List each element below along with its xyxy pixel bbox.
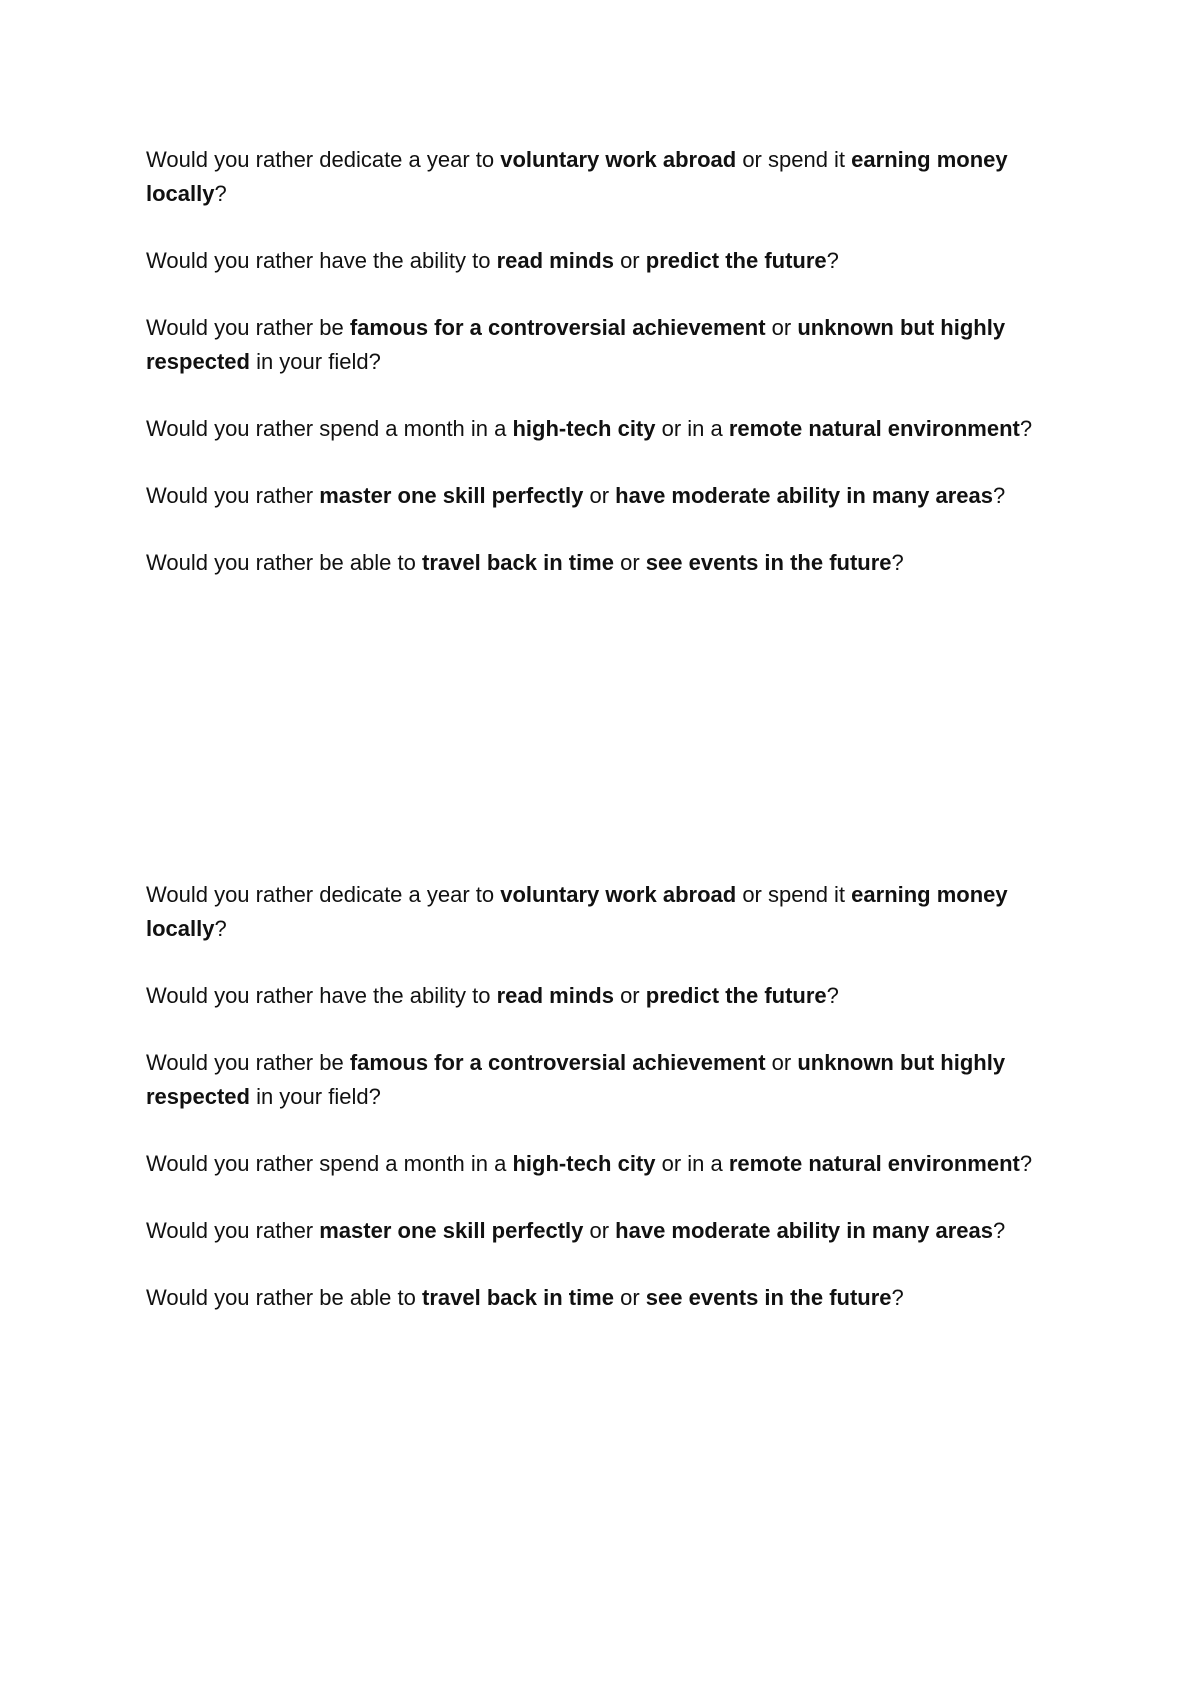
question-1 — [146, 143, 1046, 211]
question-text: ? — [993, 1218, 1006, 1243]
question-text: Would you rather spend a month in a — [146, 1151, 513, 1176]
question-option: master one skill perfectly — [319, 483, 584, 508]
question-text: ? — [891, 1285, 904, 1310]
question-3 — [146, 311, 1046, 379]
question-option: earning money locally — [146, 882, 1008, 941]
question-option: read minds — [496, 248, 614, 273]
question-text: Would you rather be — [146, 1050, 350, 1075]
question-text: or — [583, 483, 616, 508]
question-text: Would you rather spend a month in a — [146, 416, 513, 441]
question-option: see events in the future — [645, 1285, 892, 1310]
question-option: remote natural environment — [728, 1151, 1020, 1176]
question-option: master one skill perfectly — [319, 1218, 584, 1243]
question-option: voluntary work abroad — [500, 147, 737, 172]
question-1 — [146, 878, 1046, 946]
question-6 — [146, 1281, 1046, 1315]
question-option: famous for a controversial achievement — [349, 315, 766, 340]
question-option: travel back in time — [422, 550, 614, 575]
question-option: voluntary work abroad — [500, 882, 737, 907]
question-text: Would you rather dedicate a year to — [146, 147, 501, 172]
question-option: earning money locally — [146, 147, 1008, 206]
question-4 — [146, 1147, 1046, 1181]
question-option: unknown but highly respected — [146, 1050, 1006, 1109]
question-text: ? — [993, 483, 1006, 508]
question-2 — [146, 244, 1046, 278]
question-option: read minds — [496, 983, 614, 1008]
question-text: in your field? — [249, 349, 381, 374]
question-option: unknown but highly respected — [146, 315, 1006, 374]
question-text: ? — [826, 248, 839, 273]
question-text: Would you rather be able to — [146, 550, 422, 575]
question-option: see events in the future — [645, 550, 892, 575]
question-option: travel back in time — [422, 1285, 614, 1310]
question-text: Would you rather — [146, 483, 320, 508]
question-3 — [146, 1046, 1046, 1114]
question-list-2 — [146, 878, 1046, 1348]
question-text: or — [613, 983, 646, 1008]
question-option: famous for a controversial achievement — [349, 1050, 766, 1075]
question-option: have moderate ability in many areas — [615, 1218, 994, 1243]
question-text: ? — [1019, 1151, 1033, 1176]
question-text: ? — [826, 983, 839, 1008]
question-list-1 — [146, 143, 1046, 613]
question-text: or — [613, 1285, 646, 1310]
question-4 — [146, 412, 1046, 446]
question-text: Would you rather be — [146, 315, 350, 340]
question-option: predict the future — [645, 983, 827, 1008]
question-text: or — [583, 1218, 616, 1243]
question-text: or in a — [655, 1151, 729, 1176]
question-text: ? — [891, 550, 904, 575]
question-text: or — [765, 1050, 798, 1075]
question-option: high-tech city — [512, 416, 656, 441]
question-text: Would you rather have the ability to — [146, 983, 497, 1008]
question-text: Would you rather have the ability to — [146, 248, 497, 273]
question-text: or — [613, 550, 646, 575]
question-text: or spend it — [736, 147, 852, 172]
question-2 — [146, 979, 1046, 1013]
question-text: or spend it — [736, 882, 852, 907]
question-text: ? — [214, 181, 227, 206]
question-text: or in a — [655, 416, 729, 441]
question-text: ? — [1019, 416, 1033, 441]
question-text: or — [765, 315, 798, 340]
question-option: remote natural environment — [728, 416, 1020, 441]
question-text: ? — [214, 916, 227, 941]
question-5 — [146, 479, 1046, 513]
question-option: predict the future — [645, 248, 827, 273]
question-text: in your field? — [249, 1084, 381, 1109]
question-option: have moderate ability in many areas — [615, 483, 994, 508]
question-text: Would you rather dedicate a year to — [146, 882, 501, 907]
question-option: high-tech city — [512, 1151, 656, 1176]
question-text: Would you rather — [146, 1218, 320, 1243]
question-text: or — [613, 248, 646, 273]
question-5 — [146, 1214, 1046, 1248]
question-text: Would you rather be able to — [146, 1285, 422, 1310]
question-6 — [146, 546, 1046, 580]
